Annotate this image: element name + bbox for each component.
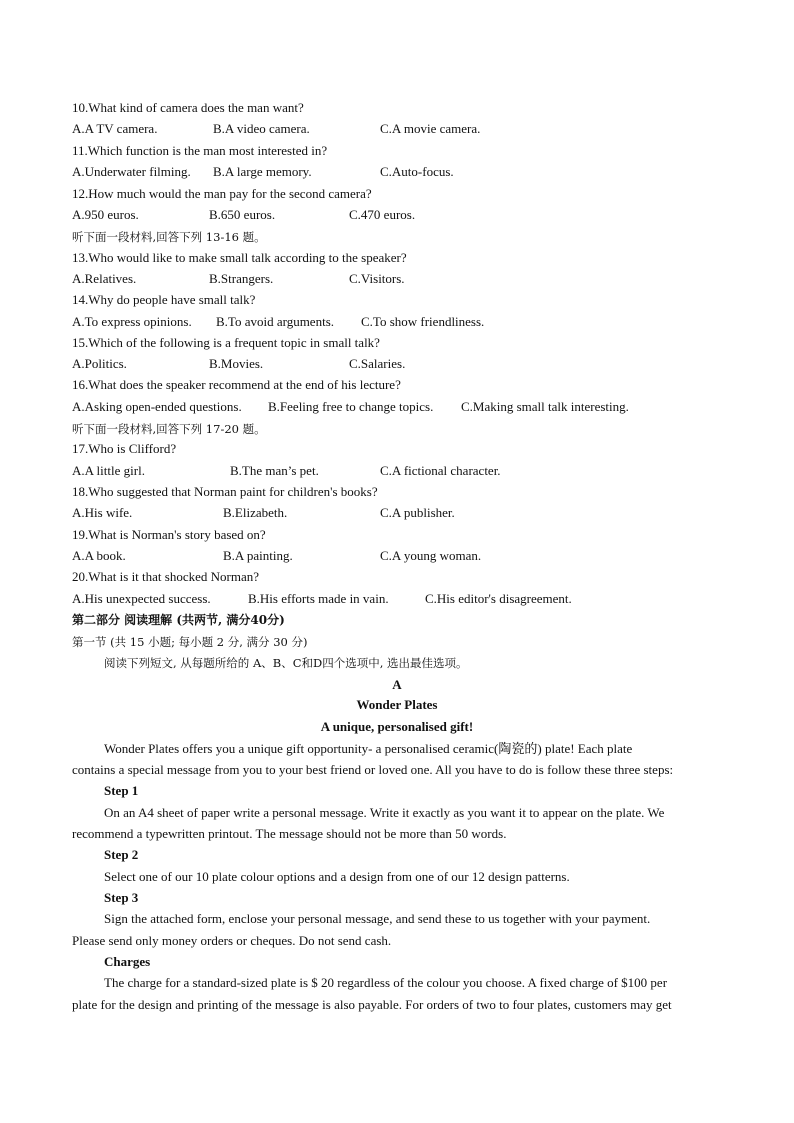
question-19: 19.What is Norman's story based on?	[72, 527, 266, 542]
option-10c: C.A movie camera.	[380, 121, 481, 136]
option-15c: C.Salaries.	[349, 356, 406, 371]
option-20a: A.His unexpected success.	[72, 591, 211, 606]
instruction-17-20: 听下面一段材料,回答下列 17-20 题。	[72, 422, 266, 436]
option-16b: B.Feeling free to change topics.	[268, 399, 434, 414]
question-10: 10.What kind of camera does the man want?	[72, 100, 304, 115]
option-13b: B.Strangers.	[209, 271, 274, 286]
option-19a: A.A book.	[72, 548, 126, 563]
step1-heading: Step 1	[104, 783, 139, 798]
question-12: 12.How much would the man pay for the second camera?	[72, 186, 372, 201]
question-14: 14.Why do people have small talk?	[72, 292, 256, 307]
option-11c: C.Auto-focus.	[380, 164, 454, 179]
option-12b: B.650 euros.	[209, 207, 276, 222]
step1-line-2: recommend a typewritten printout. The message should not be more than 50 words.	[72, 826, 507, 841]
intro-line-2: contains a special message from you to your best friend or loved one. All you have to do is follow these three steps:	[72, 762, 674, 777]
question-20: 20.What is it that shocked Norman?	[72, 569, 260, 584]
option-15b: B.Movies.	[209, 356, 264, 371]
step2-heading: Step 2	[104, 847, 139, 862]
option-18a: A.His wife.	[72, 505, 133, 520]
question-13: 13.Who would like to make small talk according to the speaker?	[72, 250, 407, 265]
option-17b: B.The man’s pet.	[230, 463, 319, 478]
passage-title: Wonder Plates	[356, 697, 438, 712]
question-16: 16.What does the speaker recommend at the end of his lecture?	[72, 377, 401, 392]
charges-heading: Charges	[104, 954, 151, 969]
option-14c: C.To show friendliness.	[361, 314, 485, 329]
question-17: 17.Who is Clifford?	[72, 441, 177, 456]
option-16a: A.Asking open-ended questions.	[72, 399, 242, 414]
option-18b: B.Elizabeth.	[223, 505, 288, 520]
option-18c: C.A publisher.	[380, 505, 455, 520]
option-13c: C.Visitors.	[349, 271, 405, 286]
option-12a: A.950 euros.	[72, 207, 139, 222]
option-20c: C.His editor's disagreement.	[425, 591, 572, 606]
step3-line-1: Sign the attached form, enclose your personal message, and send these to us together with your payment.	[104, 911, 651, 926]
option-17a: A.A little girl.	[72, 463, 145, 478]
option-13a: A.Relatives.	[72, 271, 137, 286]
option-14a: A.To express opinions.	[72, 314, 192, 329]
option-15a: A.Politics.	[72, 356, 127, 371]
question-15: 15.Which of the following is a frequent topic in small talk?	[72, 335, 380, 350]
option-10b: B.A video camera.	[213, 121, 310, 136]
passage-subtitle: A unique, personalised gift!	[320, 719, 474, 734]
charges-line-2: plate for the design and printing of the message is also payable. For orders of two to four plates, customers may get	[72, 997, 672, 1012]
charges-line-1: The charge for a standard-sized plate is $ 20 regardless of the colour you choose. A fixed charge of $100 per	[104, 975, 668, 990]
instruction-13-16: 听下面一段材料,回答下列 13-16 题。	[72, 230, 266, 244]
part2-title: 第二部分 阅读理解 (共两节, 满分40分)	[72, 613, 285, 627]
question-11: 11.Which function is the man most interested in?	[72, 143, 328, 158]
intro-line-1: Wonder Plates offers you a unique gift opportunity- a personalised ceramic(陶瓷的) plate! Each plate	[104, 741, 633, 756]
option-12c: C.470 euros.	[349, 207, 416, 222]
step1-line-1: On an A4 sheet of paper write a personal message. Write it exactly as you want it to appear on the plate. We	[104, 805, 665, 820]
option-19c: C.A young woman.	[380, 548, 482, 563]
section1-instruction: 阅读下列短文, 从每题所给的 A、B、C和D四个选项中, 选出最佳选项。	[104, 656, 468, 670]
option-10a: A.A TV camera.	[72, 121, 158, 136]
option-19b: B.A painting.	[223, 548, 293, 563]
step3-line-2: Please send only money orders or cheques. Do not send cash.	[72, 933, 392, 948]
option-14b: B.To avoid arguments.	[216, 314, 335, 329]
step3-heading: Step 3	[104, 890, 139, 905]
passage-letter: A	[392, 677, 402, 692]
option-20b: B.His efforts made in vain.	[248, 591, 389, 606]
option-11b: B.A large memory.	[213, 164, 312, 179]
step2-line-1: Select one of our 10 plate colour options and a design from one of our 12 design patterns.	[104, 869, 570, 884]
section1-title: 第一节 (共 15 小题; 每小题 2 分, 满分 30 分)	[72, 635, 308, 649]
option-16c: C.Making small talk interesting.	[461, 399, 629, 414]
option-17c: C.A fictional character.	[380, 463, 501, 478]
question-18: 18.Who suggested that Norman paint for children's books?	[72, 484, 378, 499]
option-11a: A.Underwater filming.	[72, 164, 191, 179]
